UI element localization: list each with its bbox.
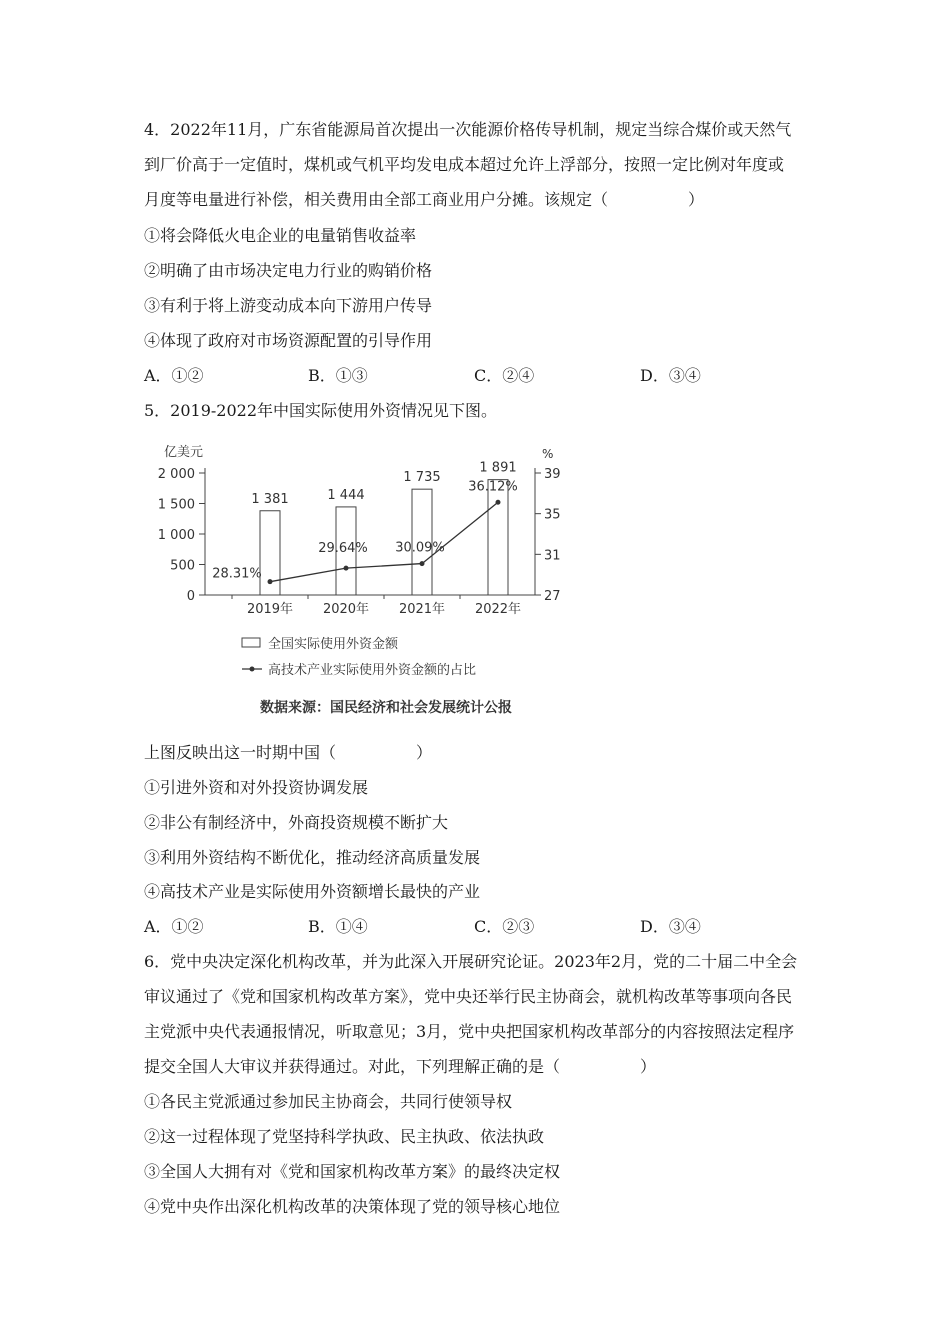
q5-item-3: ③利用外资结构不断优化，推动经济高质量发展: [144, 848, 481, 867]
share-line: [270, 502, 498, 581]
q4-item-1: ①将会降低火电企业的电量销售收益率: [144, 226, 417, 245]
legend-bar-label: 全国实际使用外资金额: [268, 637, 399, 652]
share-value-label: 28.31%: [212, 566, 262, 582]
q5-item-4: ④高技术产业是实际使用外资额增长最快的产业: [144, 882, 481, 901]
chart-source: 数据来源：国民经济和社会发展统计公报: [260, 700, 512, 716]
bar-value-label: 1 735: [403, 470, 441, 486]
share-point-2022年: [496, 500, 501, 505]
q6-stem-line-3: 主党派中央代表通报情况，听取意见；3月，党中央把国家机构改革部分的内容按照法定程序: [144, 1022, 795, 1041]
right-axis-tick-label: 35: [544, 507, 561, 523]
q5-option-d: D．③④: [640, 917, 701, 936]
bar-2022年: [488, 480, 508, 595]
x-axis-tick-label: 2021年: [398, 602, 446, 617]
bar-value-label: 1 444: [327, 487, 365, 503]
q5-option-c: C．②③: [474, 917, 535, 936]
bar-value-label: 1 381: [251, 491, 289, 507]
share-point-2020年: [344, 566, 349, 571]
q4-item-2: ②明确了由市场决定电力行业的购销价格: [144, 261, 433, 280]
q6-item-3: ③全国人大拥有对《党和国家机构改革方案》的最终决定权: [144, 1162, 561, 1181]
share-value-label: 29.64%: [318, 541, 368, 557]
share-point-2019年: [268, 579, 273, 584]
q6-stem-line-2: 审议通过了《党和国家机构改革方案》，党中央还举行民主协商会，就机构改革等事项向各民: [144, 987, 793, 1006]
q6-item-4: ④党中央作出深化机构改革的决策体现了党的领导核心地位: [144, 1197, 561, 1216]
q5-option-b: B．①④: [308, 917, 368, 936]
q6-stem-line-1: 6．党中央决定深化机构改革，并为此深入开展研究论证。2023年2月，党的二十届二中全会: [144, 952, 798, 971]
q6-item-2: ②这一过程体现了党坚持科学执政、民主执政、依法执政: [144, 1127, 545, 1146]
right-axis-tick-label: 39: [544, 467, 561, 482]
left-axis-tick-label: 1 000: [157, 528, 195, 543]
legend-bar-swatch: [242, 638, 260, 647]
q4-stem-line-1: 4．2022年11月，广东省能源局首次提出一次能源价格传导机制，规定当综合煤价或天然气: [144, 120, 792, 139]
q5-after-chart: 上图反映出这一时期中国（ ）: [144, 743, 433, 762]
share-value-label: 36.12%: [468, 479, 518, 495]
right-axis-tick-label: 31: [544, 548, 561, 564]
left-axis-title: 亿美元: [164, 445, 204, 460]
q5-item-2: ②非公有制经济中，外商投资规模不断扩大: [144, 813, 449, 832]
right-axis-tick-label: 27: [544, 589, 561, 604]
q4-stem-line-3: 月度等电量进行补偿，相关费用由全部工商业用户分摊。该规定（ ）: [144, 190, 705, 209]
q4-option-a: A．①②: [144, 366, 204, 385]
left-axis-tick-label: 0: [186, 589, 195, 604]
legend-line-label: 高技术产业实际使用外资金额的占比: [268, 663, 477, 678]
q4-item-3: ③有利于将上游变动成本向下游用户传导: [144, 296, 433, 315]
foreign-investment-chart: [150, 438, 590, 723]
x-axis-tick-label: 2020年: [322, 602, 370, 617]
q4-item-4: ④体现了政府对市场资源配置的引导作用: [144, 331, 433, 350]
bar-value-label: 1 891: [479, 460, 517, 476]
share-point-2021年: [420, 561, 425, 566]
x-axis-tick-label: 2019年: [246, 602, 294, 617]
x-axis-tick-label: 2022年: [474, 602, 522, 617]
legend-line-dot: [250, 667, 255, 672]
q5-option-a: A．①②: [144, 917, 204, 936]
left-axis-tick-label: 1 500: [157, 497, 195, 513]
q6-item-1: ①各民主党派通过参加民主协商会，共同行使领导权: [144, 1092, 513, 1111]
q6-stem-line-4: 提交全国人大审议并获得通过。对此，下列理解正确的是（ ）: [144, 1057, 657, 1076]
q4-option-d: D．③④: [640, 366, 701, 385]
left-axis-tick-label: 500: [170, 558, 195, 574]
right-axis-title: %: [542, 447, 554, 461]
q4-option-b: B．①③: [308, 366, 368, 385]
share-value-label: 30.09%: [395, 540, 445, 556]
q5-stem: 5．2019-2022年中国实际使用外资情况见下图。: [144, 401, 498, 420]
q4-stem-line-2: 到厂价高于一定值时，煤机或气机平均发电成本超过允许上浮部分，按照一定比例对年度或: [144, 155, 785, 174]
left-axis-tick-label: 2 000: [157, 467, 195, 482]
q5-item-1: ①引进外资和对外投资协调发展: [144, 778, 369, 797]
q4-option-c: C．②④: [474, 366, 535, 385]
